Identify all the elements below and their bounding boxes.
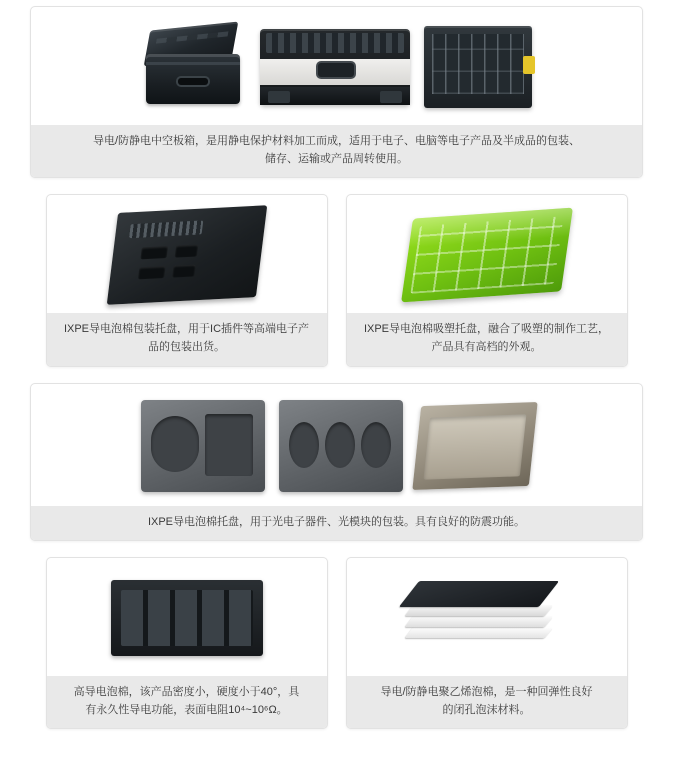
ixpe-foam-blister-tray-image: [401, 208, 573, 303]
product-image-group: [347, 195, 627, 313]
high-conductive-foam-block-image: [111, 580, 263, 656]
product-card-ixpe-blister-tray: [346, 194, 628, 366]
product-caption-ixpe-blister-tray: IXPE导电泡棉吸塑托盘，融合了吸塑的制作工艺，产品具有高档的外观。: [347, 313, 627, 365]
conductive-hollow-board-divider-box-image: [424, 26, 532, 108]
product-card-hollow-board-box: [30, 6, 643, 178]
caption-line: 导电/防静电聚乙烯泡棉，是一种回弹性良好: [380, 685, 593, 698]
product-caption-antistatic-pe-foam: [347, 676, 627, 728]
product-caption-high-conductive-foam: [47, 676, 327, 728]
product-card-antistatic-pe-foam: [346, 557, 628, 729]
product-card-ixpe-packaging-tray: [46, 194, 328, 366]
ixpe-foam-packaging-tray-image: [106, 205, 267, 305]
product-image-group: [47, 195, 327, 313]
product-row-1: [0, 6, 673, 178]
product-caption-ixpe-foam-tray: IXPE导电泡棉托盘，用于光电子器件、光模块的包装。具有良好的防震功能。: [31, 506, 642, 540]
product-row-2: [0, 194, 673, 366]
product-caption-hollow-board-box: 导电/防静电中空板箱，是用静电保护材料加工而成，适用于电子、电脑等电子产品及半成品的包装、储存、运输或产品周转使用。: [31, 125, 642, 177]
product-row-4: [0, 557, 673, 729]
product-image-group: [347, 558, 627, 676]
ixpe-foam-tray-cavity-round-image: [141, 400, 265, 492]
conductive-hollow-board-crate-image: [260, 29, 410, 105]
product-card-ixpe-foam-tray: [30, 383, 643, 541]
conductive-hollow-board-case-open-image: [142, 24, 246, 110]
product-card-high-conductive-foam: [46, 557, 328, 729]
product-image-group: [31, 7, 642, 125]
caption-line: 的闭孔泡沫材料。: [442, 703, 531, 716]
caption-line: 有永久性导电功能，表面电阻10⁴~10⁶Ω。: [85, 703, 288, 716]
antistatic-pe-foam-sheets-image: [409, 575, 565, 661]
product-row-3: [0, 383, 673, 541]
product-image-group: [31, 384, 642, 506]
ixpe-foam-tray-cavity-triple-image: [279, 400, 403, 492]
caption-line: 高导电泡棉，该产品密度小，硬度小于40°，具: [73, 685, 300, 698]
product-caption-ixpe-packaging-tray: IXPE导电泡棉包装托盘，用于IC插件等高端电子产品的包装出货。: [47, 313, 327, 365]
pulp-molded-tray-image: [412, 402, 537, 490]
product-image-group: [47, 558, 327, 676]
